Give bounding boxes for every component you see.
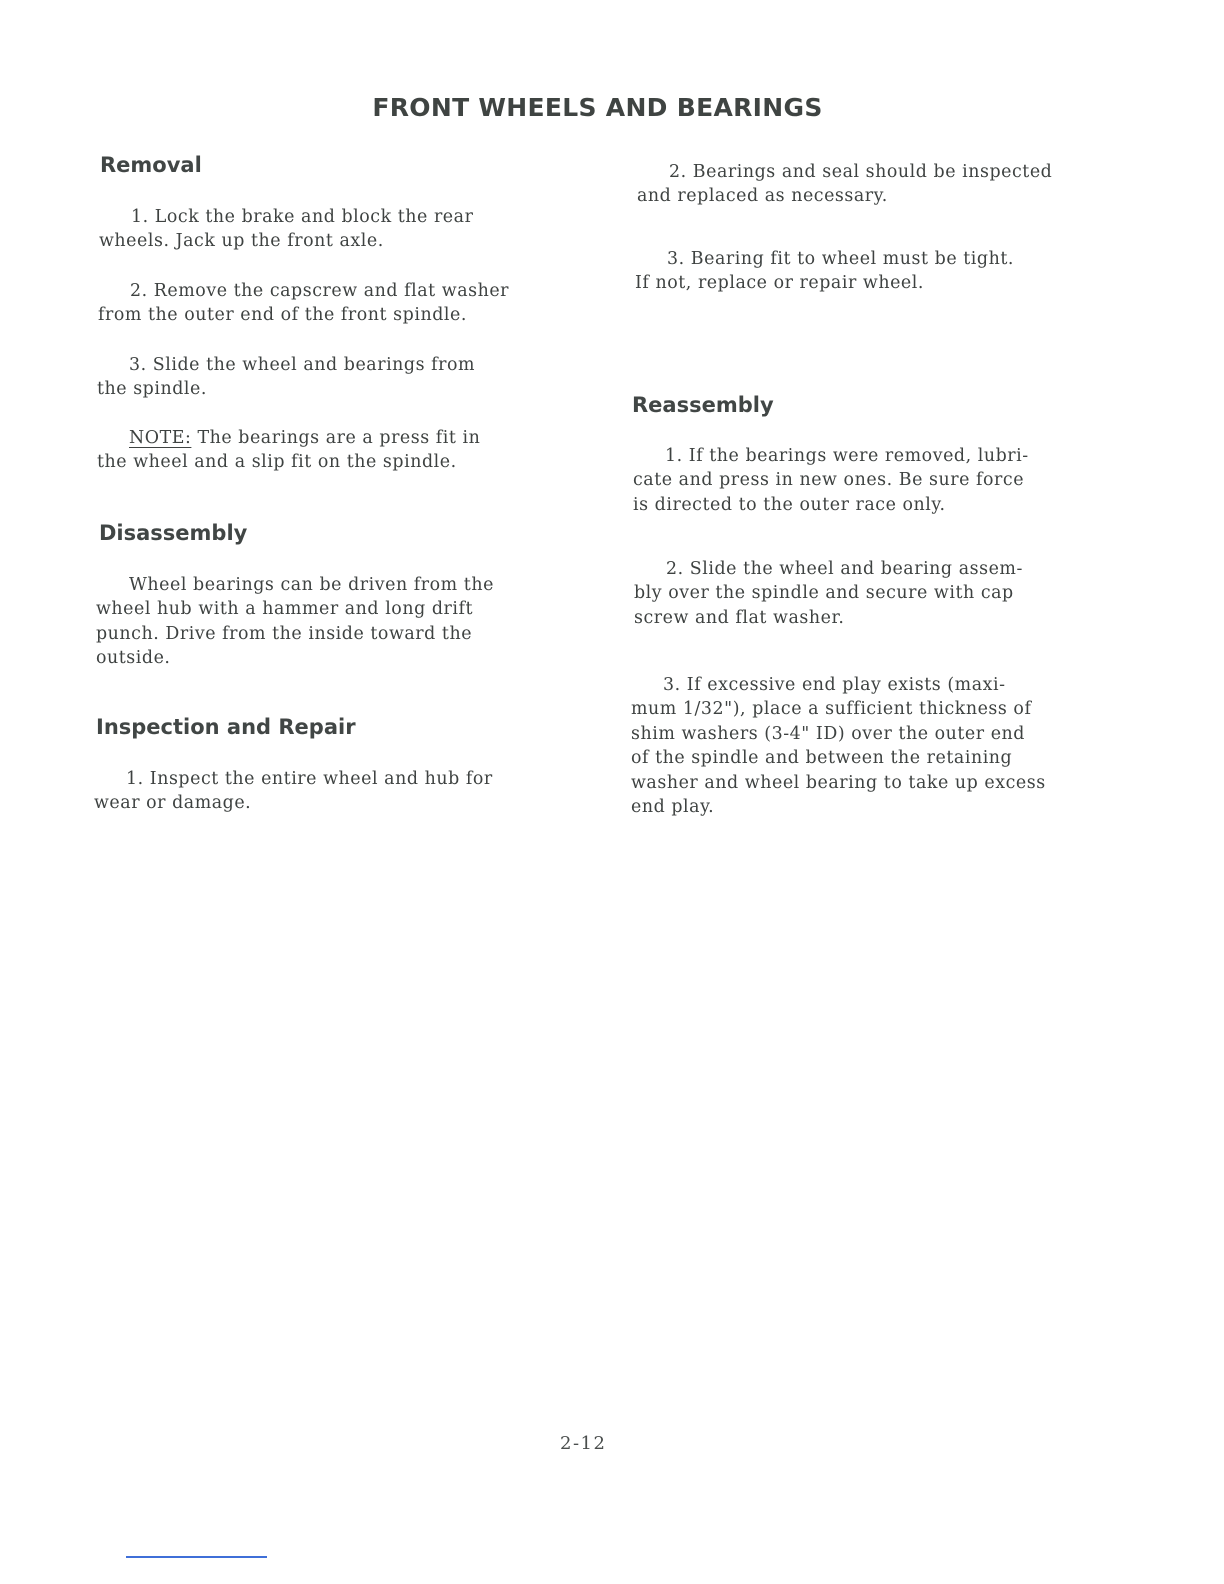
removal-note — [97, 426, 480, 475]
step-number: 1. — [126, 769, 144, 789]
removal-step-1 — [99, 205, 473, 254]
disassembly-heading: Disassembly — [99, 521, 248, 545]
note-text: The bearings are a press fit in the wheel and a slip fit on the spindle. — [97, 428, 481, 473]
reassembly-heading: Reassembly — [632, 393, 774, 417]
page-number: 2-12 — [560, 1433, 607, 1454]
step-text: Inspect the entire wheel and hub for wear or damage. — [94, 769, 493, 814]
step-number: 2. — [130, 281, 148, 301]
reassembly-step-2 — [634, 557, 1023, 630]
step-text: Slide the wheel and bearings from the spindle. — [97, 355, 476, 400]
removal-step-2 — [98, 279, 509, 328]
step-number: 1. — [131, 207, 149, 227]
scan-artifact-line — [126, 1556, 267, 1558]
step-text: If the bearings were removed, lubri- cate and press in new ones. Be sure force is directed to the outer race only. — [633, 446, 1029, 515]
step-text: Remove the capscrew and flat washer from the outer end of the front spindle. — [98, 281, 510, 326]
step-number: 3. — [663, 675, 681, 695]
inspection-heading: Inspection and Repair — [96, 715, 356, 739]
removal-heading: Removal — [100, 153, 202, 177]
reassembly-step-3 — [631, 673, 1046, 819]
inspection-step-3 — [635, 247, 1014, 296]
step-number: 1. — [665, 446, 683, 466]
note-label: NOTE: — [129, 428, 192, 448]
step-text: Lock the brake and block the rear wheels. Jack up the front axle. — [99, 207, 474, 252]
step-text: Slide the wheel and bearing assem- bly over the spindle and secure with cap screw and flat washer. — [634, 559, 1023, 628]
step-text: Bearings and seal should be inspected and replaced as necessary. — [637, 162, 1053, 207]
step-text: Bearing fit to wheel must be tight. If not, replace or repair wheel. — [635, 249, 1014, 294]
step-number: 3. — [667, 249, 685, 269]
inspection-step-2 — [637, 160, 1052, 209]
step-text: If excessive end play exists (maxi- mum 1/32"), place a sufficient thickness of shim washers (3-4" ID) over the outer end of the spindle and between the retaining washer and wheel bearing to take up excess end play. — [631, 675, 1046, 818]
step-number: 2. — [666, 559, 684, 579]
step-number: 3. — [129, 355, 147, 375]
disassembly-text: Wheel bearings can be driven from the wheel hub with a hammer and long drift punch. Drive from the inside toward the outside. — [96, 575, 494, 669]
removal-step-3 — [97, 353, 475, 402]
page-title: FRONT WHEELS AND BEARINGS — [372, 92, 823, 122]
inspection-step-1 — [94, 767, 493, 816]
step-number: 2. — [669, 162, 687, 182]
reassembly-step-1 — [633, 444, 1029, 517]
